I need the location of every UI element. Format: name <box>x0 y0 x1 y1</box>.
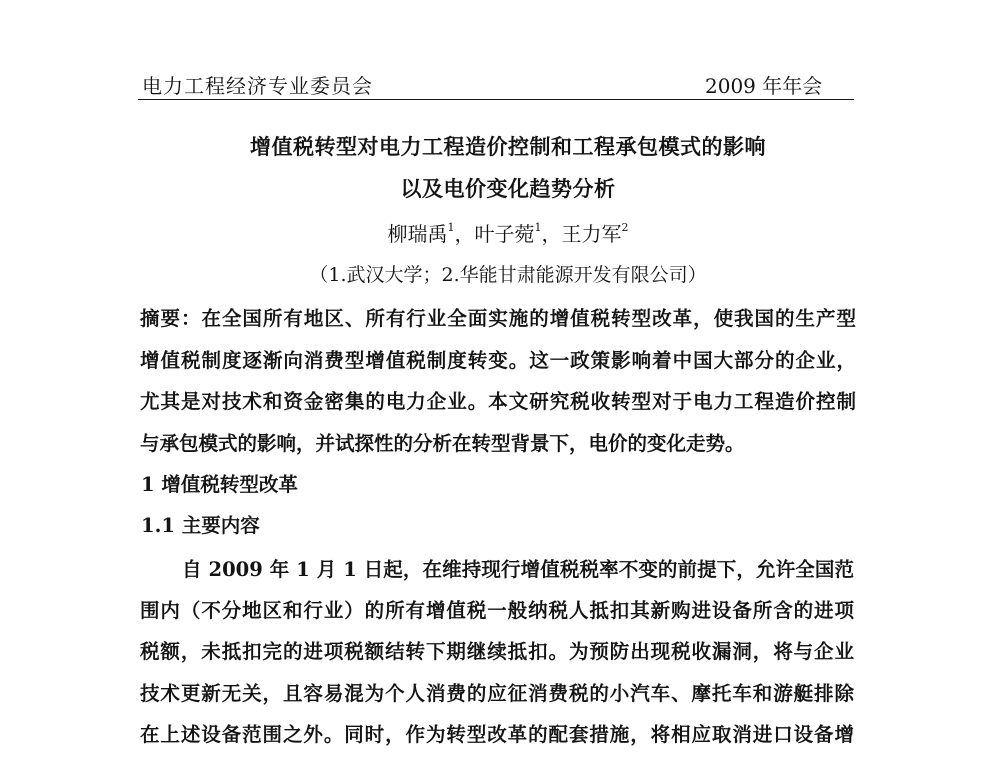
paper-title-line-1: 增值税转型对电力工程造价控制和工程承包模式的影响 <box>250 134 766 159</box>
header-rule <box>138 99 854 100</box>
body-line: 在上述设备范围之外。同时，作为转型改革的配套措施，将相应取消进口设备增 <box>140 722 854 746</box>
body-line: 自 2009 年 1 月 1 日起，在维持现行增值税税率不变的前提下，允许全国范 <box>182 558 854 581</box>
author-affiliation-mark: 1 <box>534 221 542 235</box>
paper-title-line-2: 以及电价变化趋势分析 <box>400 176 616 201</box>
body-paragraph <box>140 549 854 755</box>
author-list <box>8 218 1000 247</box>
body-line: 技术更新无关，且容易混为个人消费的应征消费税的小汽车、摩托车和游艇排除 <box>140 681 854 705</box>
author-affiliation-mark: 2 <box>621 221 629 235</box>
author-name: 王力军 <box>561 222 622 246</box>
running-header-left: 电力工程经济专业委员会 <box>142 74 373 98</box>
body-line: 围内（不分地区和行业）的所有增值税一般纳税人抵扣其新购进设备所含的进项 <box>140 599 854 623</box>
abstract <box>140 298 856 464</box>
body-line: 税额，未抵扣完的进项税额结转下期继续抵扣。为预防出现税收漏洞，将与企业 <box>140 640 854 664</box>
author-affiliation-mark: 1 <box>447 221 455 235</box>
author-name: 柳瑞禹 <box>387 222 448 246</box>
author-name: 叶子菀 <box>474 222 535 246</box>
abstract-line: 增值税制度逐渐向消费型增值税制度转变。这一政策影响着中国大部分的企业， <box>140 348 856 372</box>
abstract-line: 与承包模式的影响，并试探性的分析在转型背景下，电价的变化走势。 <box>140 431 745 455</box>
author-separator: ， <box>454 222 475 246</box>
affiliations: （1.武汉大学；2.华能甘肃能源开发有限公司） <box>309 264 707 286</box>
subsection-heading-1-1: 1.1 主要内容 <box>141 514 260 537</box>
abstract-line: 尤其是对技术和资金密集的电力企业。本文研究税收转型对于电力工程造价控制 <box>140 390 856 413</box>
running-header-right: 2009 年年会 <box>705 74 823 98</box>
section-heading-1: 1 增值税转型改革 <box>141 473 298 496</box>
author-separator: ， <box>541 222 562 246</box>
abstract-line: 摘要：在全国所有地区、所有行业全面实施的增值税转型改革，使我国的生产型 <box>140 307 856 330</box>
